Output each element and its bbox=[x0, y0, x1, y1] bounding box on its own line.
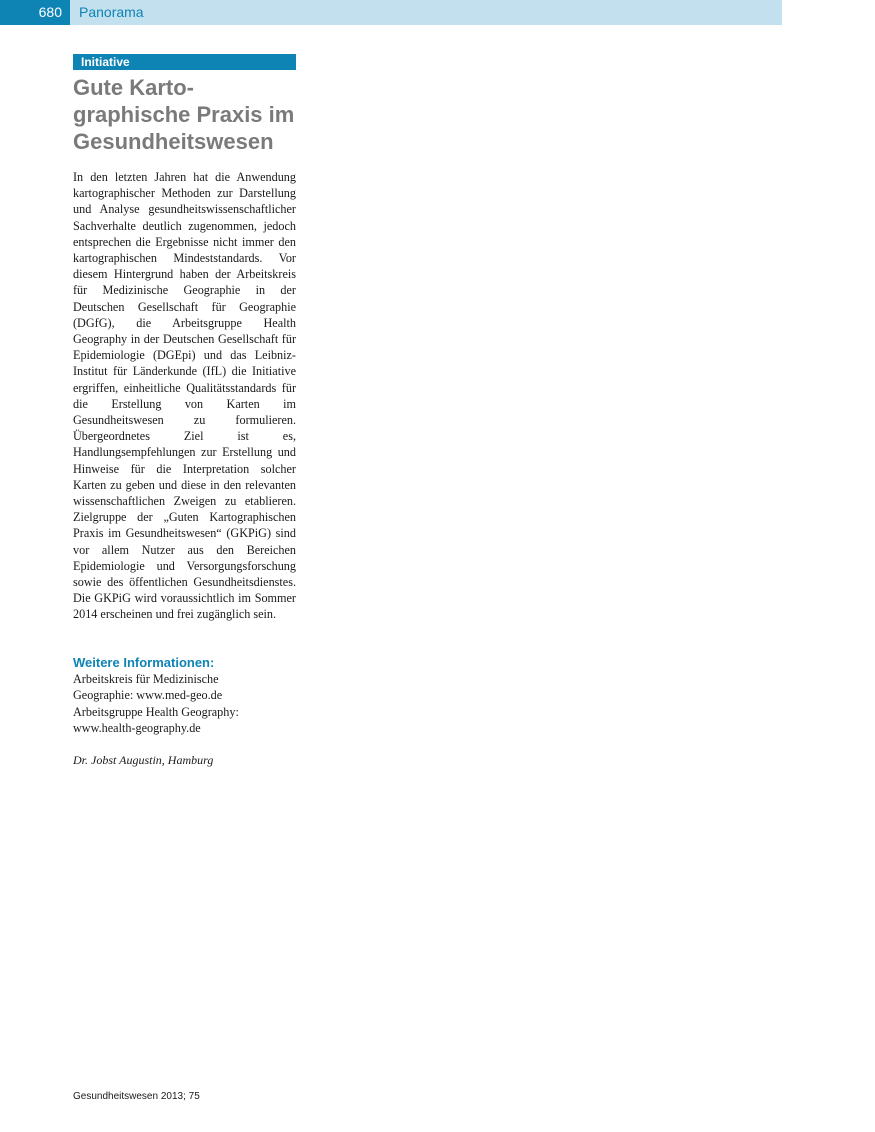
journal-citation: Gesundheitswesen 2013; 75 bbox=[73, 1091, 200, 1102]
section-name: Panorama bbox=[79, 4, 144, 20]
running-header bbox=[0, 0, 782, 25]
author-byline: Dr. Jobst Augustin, Hamburg bbox=[73, 753, 214, 768]
title-line: graphische Praxis im bbox=[73, 102, 295, 127]
further-info-heading: Weitere Informationen: bbox=[73, 654, 215, 670]
article-column bbox=[73, 54, 296, 768]
article-title bbox=[73, 74, 296, 155]
rubric-label: Initiative bbox=[73, 54, 296, 70]
title-line: Gute Karto- bbox=[73, 75, 194, 100]
info-link[interactable]: Geographie: www.med-geo.de bbox=[73, 688, 223, 703]
title-line: Gesundheitswesen bbox=[73, 129, 274, 154]
info-link[interactable]: www.health-geography.de bbox=[73, 720, 201, 735]
article-body: In den letzten Jahren hat die Anwendung kartographischer Methoden zur Darstellung und Analyse gesundheitswissenschaftlicher Sachverhalte deutlich zugenommen, jedoch entsprechen die Ergebnisse nicht immer den kartographischen Mindeststandards. Vor diesem Hintergrund haben der Arbeitskreis für Medizinische Geographie in der Deutschen Gesellschaft für Geographie (DGfG), die Arbeitsgruppe Health Geography in der Deutschen Gesellschaft für Epidemiologie (DGEpi) und das Leibniz-Institut für Länderkunde (IfL) die Initiative ergriffen, einheitliche Qualitätsstandards für die Erstellung von Karten im Gesundheitswesen zu formulieren. Übergeordnetes Ziel ist es, Handlungsempfehlungen zur Erstellung und Hinweise für die Interpretation solcher Karten zu geben und diese in den relevanten wissenschaftlichen Zweigen zu etablieren. Zielgruppe der „Guten Kartographischen Praxis im Gesundheitswesen“ (GKPiG) sind vor allem Nutzer aus den Bereichen Epidemiologie und Versorgungsforschung sowie des öffentlichen Gesundheitsdienstes. Die GKPiG wird voraussichtlich im Sommer 2014 erscheinen und frei zugänglich sein. bbox=[73, 170, 296, 622]
info-line: Arbeitskreis für Medizinische bbox=[73, 671, 219, 686]
info-line: Arbeitsgruppe Health Geography: bbox=[73, 704, 239, 719]
page-number: 680 bbox=[0, 0, 70, 25]
